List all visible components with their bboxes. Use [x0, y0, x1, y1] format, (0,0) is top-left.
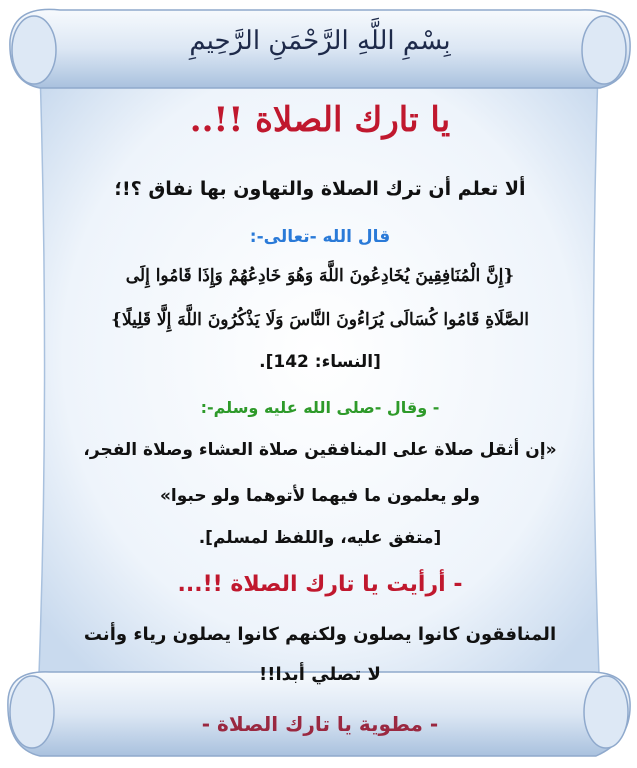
hadith-intro: - وقال -صلى الله عليه وسلم-:: [200, 398, 440, 417]
verse-reference: [النساء: 142].: [259, 352, 381, 372]
hadith-line-2: ولو يعلمون ما فيهما لأتوهما ولو حبوا»: [159, 486, 481, 506]
paragraph-line-1: المنافقون كانوا يصلون ولكنهم كانوا يصلون رياء وأنت: [83, 624, 557, 645]
paragraph-line-2: لا تصلي أبدا!!: [259, 664, 381, 685]
question-heading: ألا تعلم أن ترك الصلاة والتهاون بها نفاق ؟!؛: [114, 178, 526, 200]
verse-line-1: {إِنَّ الْمُنَافِقِينَ يُخَادِعُونَ اللَّهَ وَهُوَ خَادِعُهُمْ وَإِذَا قَامُوا إِلَى: [125, 266, 515, 286]
verse-line-2: الصَّلَاةِ قَامُوا كُسَالَى يُرَاءُونَ النَّاسَ وَلَا يَذْكُرُونَ اللَّهَ إِلَّا قَلِيلًا}: [111, 310, 529, 330]
hadith-line-1: «إن أثقل صلاة على المنافقين صلاة العشاء وصلاة الفجر،: [83, 440, 557, 460]
page-title: يا تارك الصلاة !!..: [189, 100, 451, 140]
subtitle: - أرأيت يا تارك الصلاة !!...: [177, 572, 463, 597]
footer-title: - مطوية يا تارك الصلاة -: [201, 712, 439, 736]
quran-intro: قال الله -تعالى-:: [249, 227, 391, 247]
basmala: بِسْمِ اللَّهِ الرَّحْمَنِ الرَّحِيمِ: [189, 26, 451, 56]
hadith-reference: [متفق عليه، واللفظ لمسلم].: [198, 528, 442, 548]
